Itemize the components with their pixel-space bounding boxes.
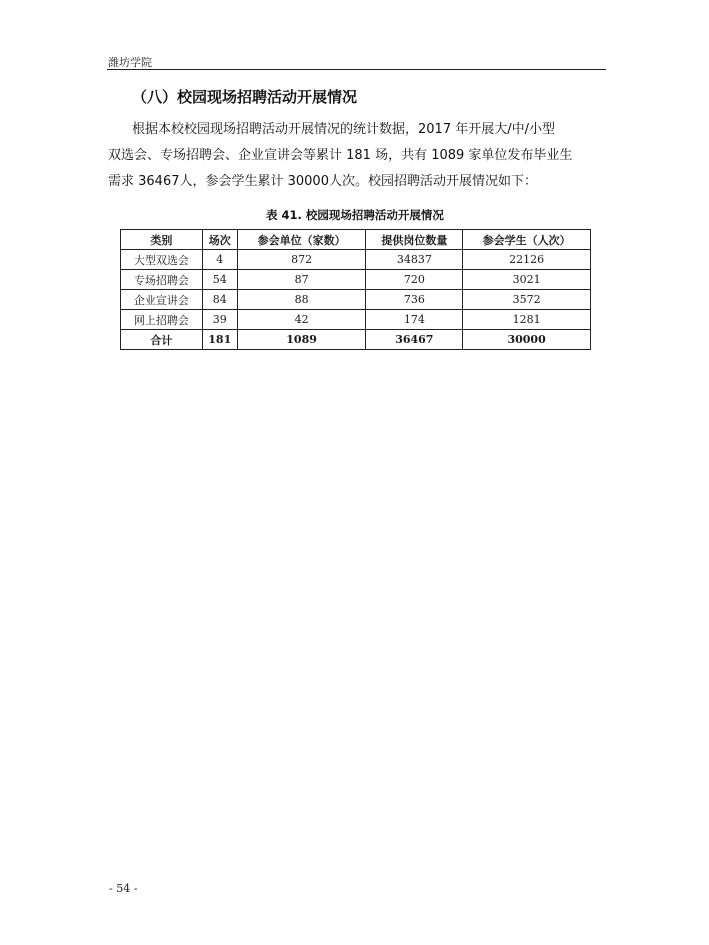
cell-sessions: 84	[202, 290, 237, 310]
table-row	[121, 250, 591, 270]
running-header: 潍坊学院	[108, 56, 152, 69]
cell-category: 专场招聘会	[121, 270, 203, 290]
paragraph-line-2: 双选会、专场招聘会、企业宣讲会等累计 181 场，共有 1089 家单位发布毕业生	[108, 148, 573, 163]
header-students: 参会学生（人次）	[463, 230, 591, 250]
paragraph-line-1: 根据本校校园现场招聘活动开展情况的统计数据，2017 年开展大/中/小型	[132, 122, 555, 137]
cell-total-label: 合计	[121, 330, 203, 350]
cell-category: 网上招聘会	[121, 310, 203, 330]
header-sessions: 场次	[202, 230, 237, 250]
table-row	[121, 310, 591, 330]
table-row	[121, 290, 591, 310]
page-number: - 54 -	[109, 882, 138, 895]
cell-category: 大型双选会	[121, 250, 203, 270]
cell-sessions: 54	[202, 270, 237, 290]
table-caption: 表 41. 校园现场招聘活动开展情况	[266, 208, 444, 222]
header-category: 类别	[121, 230, 203, 250]
recruitment-table	[120, 229, 591, 350]
cell-students: 3021	[463, 270, 591, 290]
cell-units: 42	[237, 310, 366, 330]
cell-sessions: 4	[202, 250, 237, 270]
table-header-row	[121, 230, 591, 250]
header-units: 参会单位（家数）	[237, 230, 366, 250]
header-positions: 提供岗位数量	[366, 230, 463, 250]
table-total-row	[121, 330, 591, 350]
cell-sessions: 39	[202, 310, 237, 330]
table-row	[121, 270, 591, 290]
cell-units: 872	[237, 250, 366, 270]
cell-positions: 720	[366, 270, 463, 290]
cell-positions: 174	[366, 310, 463, 330]
cell-units: 87	[237, 270, 366, 290]
cell-positions: 34837	[366, 250, 463, 270]
cell-total-sessions: 181	[202, 330, 237, 350]
cell-students: 1281	[463, 310, 591, 330]
cell-total-positions: 36467	[366, 330, 463, 350]
cell-category: 企业宣讲会	[121, 290, 203, 310]
cell-students: 22126	[463, 250, 591, 270]
cell-units: 88	[237, 290, 366, 310]
cell-students: 3572	[463, 290, 591, 310]
paragraph-line-3: 需求 36467人，参会学生累计 30000人次。校园招聘活动开展情况如下：	[108, 174, 537, 189]
cell-positions: 736	[366, 290, 463, 310]
cell-total-students: 30000	[463, 330, 591, 350]
header-divider	[107, 69, 606, 70]
section-title: （八）校园现场招聘活动开展情况	[132, 88, 358, 106]
cell-total-units: 1089	[237, 330, 366, 350]
